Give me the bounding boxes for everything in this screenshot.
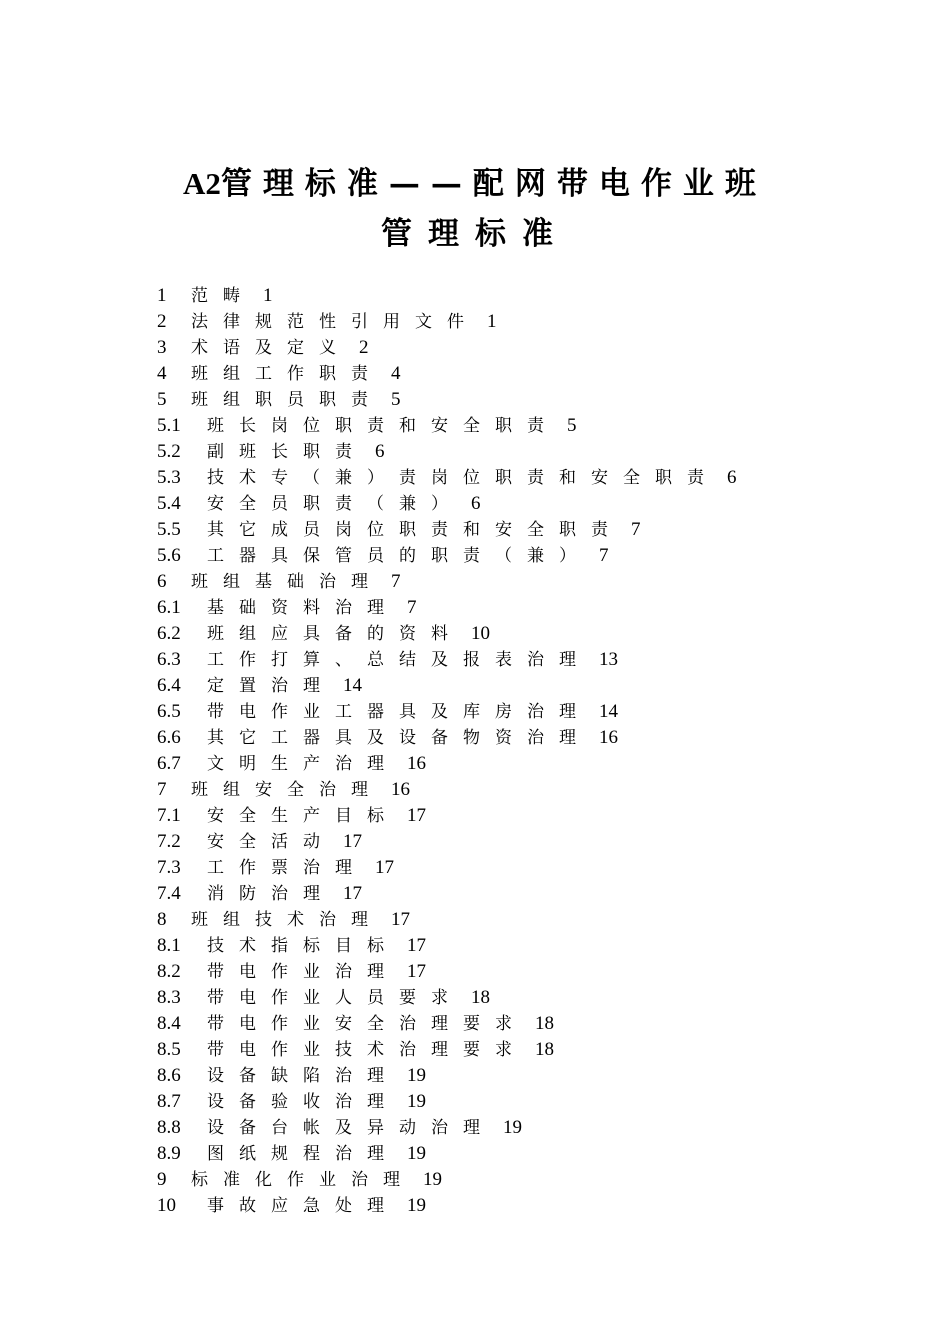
toc-entry-number: 4 <box>157 363 167 384</box>
toc-entry-title: 工作打算、总结及报表治理 <box>207 650 591 670</box>
toc-entry <box>157 568 737 594</box>
toc-entry-page: 14 <box>599 701 618 722</box>
toc-entry-title: 班组工作职责 <box>191 364 383 384</box>
toc-entry-number: 8.4 <box>157 1013 181 1034</box>
toc-entry-title: 设备验收治理 <box>207 1092 399 1112</box>
toc-entry-title: 设备台帐及异动治理 <box>207 1118 495 1138</box>
toc-entry-number: 6.6 <box>157 727 181 748</box>
toc-entry-number: 7.3 <box>157 857 181 878</box>
toc-entry <box>157 282 737 308</box>
title-text-1: 管理标准——配网带电作业班 <box>220 166 767 202</box>
toc-entry-number: 5.4 <box>157 493 181 514</box>
toc-entry-number: 5.5 <box>157 519 181 540</box>
toc-entry <box>157 1062 737 1088</box>
toc-entry-title: 带电作业安全治理要求 <box>207 1014 527 1034</box>
toc-entry-title: 技术指标目标 <box>207 936 399 956</box>
toc-entry-page: 6 <box>471 493 481 514</box>
toc-entry <box>157 1114 737 1140</box>
toc-entry-page: 2 <box>359 337 369 358</box>
toc-entry-number: 7.4 <box>157 883 181 904</box>
toc-entry <box>157 1088 737 1114</box>
toc-entry-title: 标准化作业治理 <box>191 1170 415 1190</box>
toc-entry-number: 8.5 <box>157 1039 181 1060</box>
toc-entry-title: 安全活动 <box>207 832 335 852</box>
toc-entry-page: 16 <box>391 779 410 800</box>
toc-entry-number: 6 <box>157 571 167 592</box>
document-title-line-1 <box>0 158 950 203</box>
toc-entry <box>157 828 737 854</box>
toc-entry <box>157 542 737 568</box>
toc-entry-page: 17 <box>391 909 410 930</box>
toc-entry-title: 工作票治理 <box>207 858 367 878</box>
toc-entry-title: 带电作业治理 <box>207 962 399 982</box>
title-prefix: A2 <box>183 166 221 201</box>
toc-entry <box>157 724 737 750</box>
toc-entry-page: 19 <box>407 1091 426 1112</box>
toc-entry-page: 17 <box>407 935 426 956</box>
toc-entry-page: 7 <box>631 519 641 540</box>
toc-entry-page: 19 <box>503 1117 522 1138</box>
toc-entry <box>157 438 737 464</box>
toc-entry-title: 其它成员岗位职责和安全职责 <box>207 520 623 540</box>
toc-entry <box>157 698 737 724</box>
toc-entry-page: 16 <box>407 753 426 774</box>
toc-entry-title: 范畴 <box>191 286 255 306</box>
toc-entry-title: 副班长职责 <box>207 442 367 462</box>
toc-entry-number: 6.7 <box>157 753 181 774</box>
toc-entry-page: 17 <box>343 883 362 904</box>
toc-entry-title: 班组安全治理 <box>191 780 383 800</box>
toc-entry-number: 8.8 <box>157 1117 181 1138</box>
toc-entry-title: 班组基础治理 <box>191 572 383 592</box>
toc-entry-page: 4 <box>391 363 401 384</box>
toc-entry-title: 技术专（兼）责岗位职责和安全职责 <box>207 468 719 488</box>
toc-entry <box>157 932 737 958</box>
toc-entry-title: 术语及定义 <box>191 338 351 358</box>
toc-entry-title: 其它工器具及设备物资治理 <box>207 728 591 748</box>
toc-entry <box>157 854 737 880</box>
toc-entry-page: 17 <box>407 961 426 982</box>
toc-entry <box>157 1166 737 1192</box>
toc-entry-page: 7 <box>599 545 609 566</box>
toc-entry-title: 基础资料治理 <box>207 598 399 618</box>
toc-entry-page: 13 <box>599 649 618 670</box>
toc-entry-page: 5 <box>391 389 401 410</box>
toc-entry <box>157 1010 737 1036</box>
toc-entry <box>157 1140 737 1166</box>
toc-entry-title: 带电作业人员要求 <box>207 988 463 1008</box>
toc-entry-number: 5 <box>157 389 167 410</box>
toc-entry <box>157 646 737 672</box>
toc-entry-number: 8.2 <box>157 961 181 982</box>
toc-entry-page: 19 <box>423 1169 442 1190</box>
toc-entry-number: 5.3 <box>157 467 181 488</box>
toc-entry-page: 6 <box>375 441 385 462</box>
toc-entry-page: 7 <box>391 571 401 592</box>
toc-entry-number: 6.5 <box>157 701 181 722</box>
toc-entry-page: 19 <box>407 1065 426 1086</box>
toc-entry-page: 1 <box>263 285 273 306</box>
toc-entry-page: 5 <box>567 415 577 436</box>
toc-entry-page: 10 <box>471 623 490 644</box>
toc-entry-title: 法律规范性引用文件 <box>191 312 479 332</box>
toc-entry-page: 17 <box>343 831 362 852</box>
toc-entry-number: 1 <box>157 285 167 306</box>
toc-entry-number: 5.2 <box>157 441 181 462</box>
toc-entry-number: 8.6 <box>157 1065 181 1086</box>
toc-entry <box>157 464 737 490</box>
toc-entry-number: 8.9 <box>157 1143 181 1164</box>
toc-entry <box>157 750 737 776</box>
table-of-contents <box>157 282 737 1218</box>
toc-entry-number: 8.3 <box>157 987 181 1008</box>
toc-entry <box>157 620 737 646</box>
toc-entry-number: 7.2 <box>157 831 181 852</box>
toc-entry <box>157 958 737 984</box>
toc-entry-title: 带电作业技术治理要求 <box>207 1040 527 1060</box>
toc-entry-page: 19 <box>407 1195 426 1216</box>
toc-entry <box>157 880 737 906</box>
toc-entry-number: 10 <box>157 1195 176 1216</box>
toc-entry-title: 安全员职责（兼） <box>207 494 463 514</box>
toc-entry <box>157 906 737 932</box>
toc-entry-page: 17 <box>375 857 394 878</box>
toc-entry-title: 定置治理 <box>207 676 335 696</box>
toc-entry <box>157 412 737 438</box>
toc-entry-number: 8.1 <box>157 935 181 956</box>
toc-entry <box>157 490 737 516</box>
toc-entry-page: 18 <box>471 987 490 1008</box>
toc-entry-number: 5.6 <box>157 545 181 566</box>
toc-entry <box>157 802 737 828</box>
toc-entry <box>157 516 737 542</box>
toc-entry-page: 18 <box>535 1039 554 1060</box>
toc-entry-title: 文明生产治理 <box>207 754 399 774</box>
toc-entry-title: 设备缺陷治理 <box>207 1066 399 1086</box>
toc-entry <box>157 334 737 360</box>
toc-entry-page: 6 <box>727 467 737 488</box>
toc-entry-page: 14 <box>343 675 362 696</box>
toc-entry-number: 2 <box>157 311 167 332</box>
toc-entry-page: 19 <box>407 1143 426 1164</box>
toc-entry-page: 16 <box>599 727 618 748</box>
toc-entry-page: 17 <box>407 805 426 826</box>
toc-entry-number: 3 <box>157 337 167 358</box>
toc-entry-title: 带电作业工器具及库房治理 <box>207 702 591 722</box>
toc-entry-number: 6.1 <box>157 597 181 618</box>
toc-entry <box>157 308 737 334</box>
toc-entry-number: 8 <box>157 909 167 930</box>
toc-entry-title: 消防治理 <box>207 884 335 904</box>
toc-entry-number: 6.2 <box>157 623 181 644</box>
toc-entry-title: 安全生产目标 <box>207 806 399 826</box>
toc-entry-title: 事故应急处理 <box>207 1196 399 1216</box>
toc-entry-number: 7 <box>157 779 167 800</box>
toc-entry-title: 工器具保管员的职责（兼） <box>207 546 591 566</box>
toc-entry-page: 1 <box>487 311 497 332</box>
toc-entry <box>157 672 737 698</box>
toc-entry-title: 班组技术治理 <box>191 910 383 930</box>
toc-entry-title: 班组应具备的资料 <box>207 624 463 644</box>
toc-entry <box>157 386 737 412</box>
toc-entry <box>157 594 737 620</box>
toc-entry-title: 图纸规程治理 <box>207 1144 399 1164</box>
toc-entry-number: 5.1 <box>157 415 181 436</box>
toc-entry-number: 7.1 <box>157 805 181 826</box>
toc-entry <box>157 1036 737 1062</box>
document-title-line-2: 管理标准 <box>381 216 569 252</box>
toc-entry <box>157 984 737 1010</box>
toc-entry <box>157 1192 737 1218</box>
toc-entry-number: 8.7 <box>157 1091 181 1112</box>
toc-entry <box>157 360 737 386</box>
toc-entry-number: 6.4 <box>157 675 181 696</box>
toc-entry-number: 9 <box>157 1169 167 1190</box>
toc-entry-page: 7 <box>407 597 417 618</box>
toc-entry <box>157 776 737 802</box>
toc-entry-page: 18 <box>535 1013 554 1034</box>
toc-entry-title: 班长岗位职责和安全职责 <box>207 416 559 436</box>
toc-entry-number: 6.3 <box>157 649 181 670</box>
toc-entry-title: 班组职员职责 <box>191 390 383 410</box>
